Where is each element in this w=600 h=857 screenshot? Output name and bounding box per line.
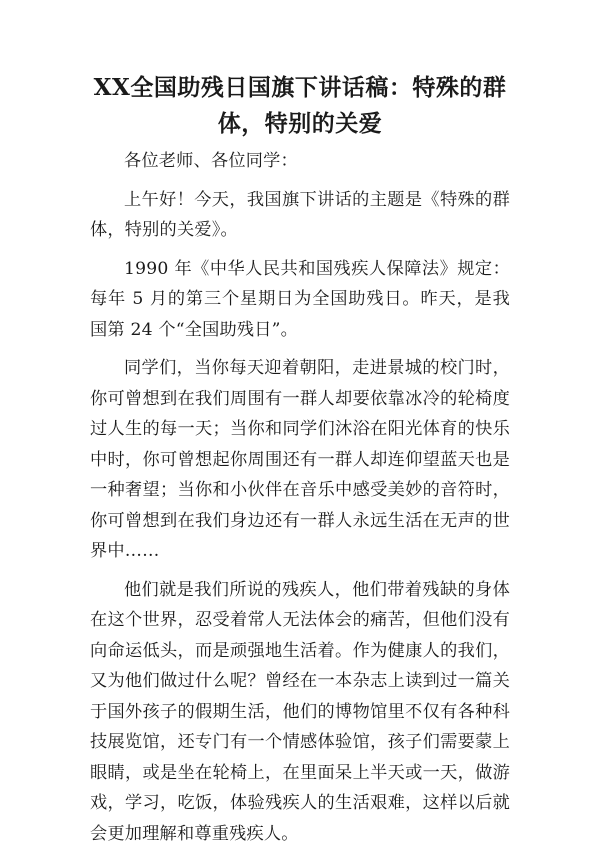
disabled-people-paragraph: 他们就是我们所说的残疾人，他们带着残缺的身体在这个世界，忍受着常人无法体会的痛苦，但他们没有向命运低头，而是顽强地生活着。作为健康人的我们，又为他们做过什么呢？曾经在一本杂志上读到过一篇关于国外孩子的假期生活，他们的博物馆里不仅有各种科技展览馆，还专门有一个情感体验馆，孩子们需要蒙上眼睛，或是坐在轮椅上，在里面呆上半天或一天，做游戏，学习，吃饭，体验残疾人的生活艰难，这样以后就会更加理解和尊重残疾人。 [90, 579, 510, 844]
document-body [90, 146, 510, 857]
classmates-paragraph: 同学们，当你每天迎着朝阳，走进景城的校门时，你可曾想到在我们周围有一群人却要依靠冰冷的轮椅度过人生的每一天；当你和同学们沐浴在阳光体育的快乐中时，你可曾想起你周围还有一群人却连仰望蓝天也是一种奢望；当你和小伙伴在音乐中感受美妙的音符时，你可曾想到在我们身边还有一群人永远生活在无声的世界中…… [90, 358, 510, 561]
document-title: XX全国助残日国旗下讲话稿：特殊的群体，特别的关爱 [93, 74, 507, 137]
greeting-paragraph: 上午好！今天，我国旗下讲话的主题是《特殊的群体，特别的关爱》。 [90, 189, 510, 240]
law-paragraph: 1990 年《中华人民共和国残疾人保障法》规定：每年 5 月的第三个星期日为全国助残日。昨天，是我国第 24 个“全国助残日”。 [90, 258, 510, 340]
salutation-paragraph: 各位老师、各位同学： [124, 151, 298, 171]
